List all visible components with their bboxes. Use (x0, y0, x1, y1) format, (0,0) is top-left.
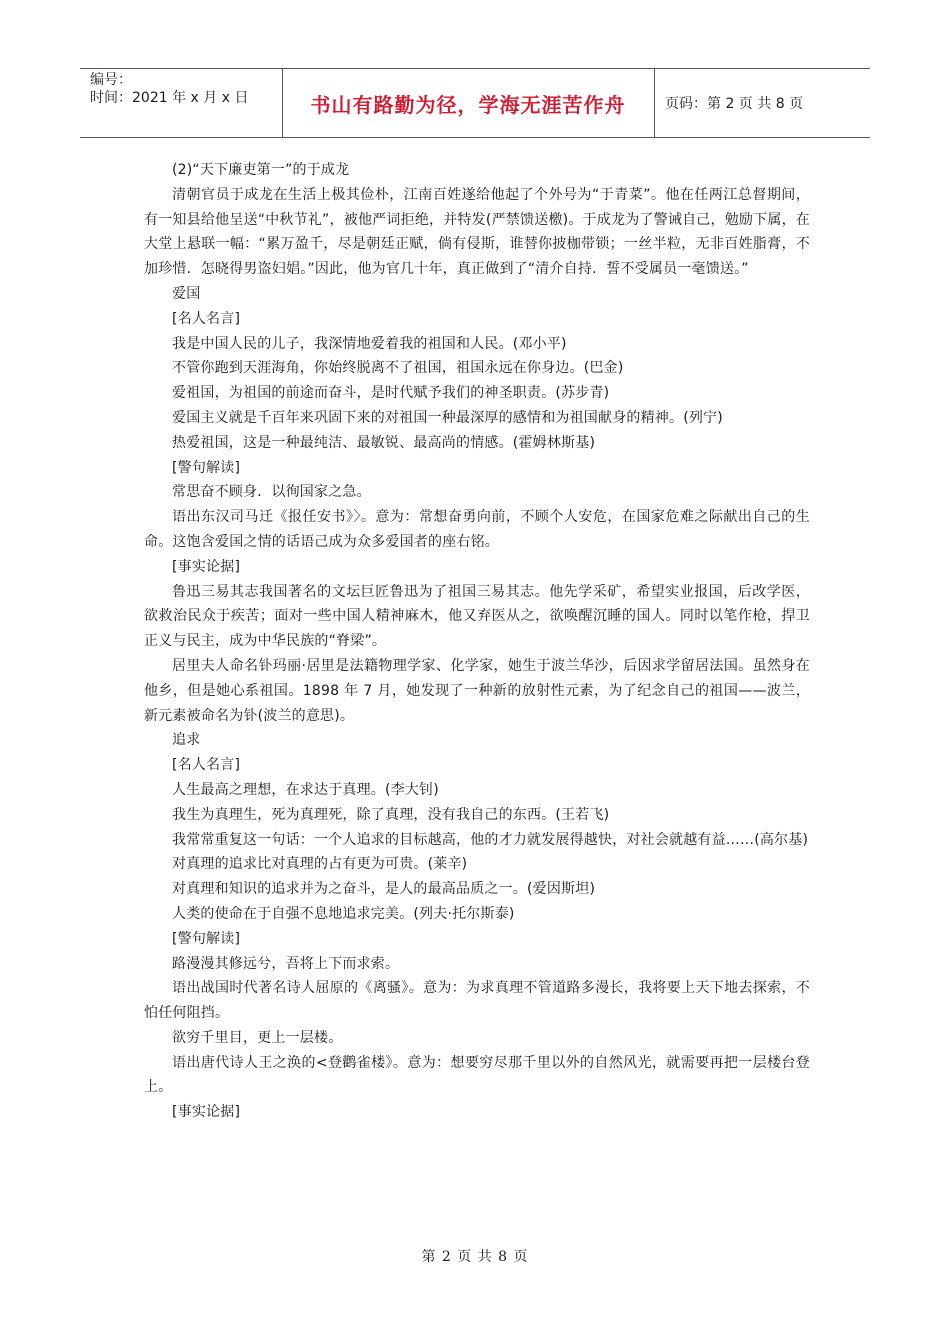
story-paragraph: 居里夫人命名钋玛丽·居里是法籍物理学家、化学家，她生于波兰华沙，后因求学留居法国。虽然身在他乡，但是她心系祖国。1898 年 7 月，她发现了一种新的放射性元素，为了纪念自己的祖国——波兰，新元素被命名为钋(波兰的意思)。 (144, 657, 810, 724)
maxim-explanation: 语出唐代诗人王之涣的<登鹳雀楼》。意为：想要穷尽那千里以外的自然风光，就需要再把一层楼台登上。 (144, 1054, 810, 1096)
header-motto-cell (282, 69, 655, 137)
maxim-explanation: 语出东汉司马迁《报任安书》〉。意为：常想奋勇向前，不顾个人安危，在国家危难之际献出自己的生命。这饱含爱国之情的话语己成为众多爱国者的座右铭。 (144, 509, 810, 550)
quote-line: 爱祖国，为祖国的前途而奋斗，是时代赋予我们的神圣职责。(苏步青) (172, 385, 610, 402)
quote-line: 我常常重复这一句话：一个人追求的目标越高，他的才力就发展得越快，对社会就越有益……(高尔基) (172, 831, 809, 848)
maxim-line: 常思奋不顾身．以徇国家之急。 (172, 484, 371, 501)
section-heading: (2)“天下廉吏第一”的于成龙 (172, 162, 350, 178)
quote-line: 我生为真理生，死为真理死，除了真理，没有我自己的东西。(王若飞) (172, 806, 610, 823)
document-body (144, 158, 810, 1125)
category-label: [警句解读] (172, 459, 241, 476)
header-page-cell (655, 69, 870, 137)
quote-line: 不管你跑到天涯海角，你始终脱离不了祖国，祖国永远在你身边。(巴金) (172, 360, 624, 377)
category-label: [警句解读] (172, 930, 241, 947)
quote-line: 对真理和知识的追求并为之奋斗，是人的最高品质之一。(爱因斯坦) (172, 881, 596, 898)
quote-line: 我是中国人民的儿子，我深情地爱着我的祖国和人民。(邓小平) (172, 335, 567, 352)
category-label: [事实论据] (172, 1104, 241, 1121)
page-footer: 第 2 页 共 8 页 (421, 1249, 529, 1265)
maxim-explanation: 语出战国时代著名诗人屈原的《离骚》。意为：为求真理不管道路多漫长，我将要上天下地去探索，不怕任何阻挡。 (144, 980, 810, 1022)
quote-line: 对真理的追求比对真理的占有更为可贵。(莱辛) (172, 856, 468, 873)
maxim-line: 路漫漫其修远兮，吾将上下而求索。 (172, 955, 400, 972)
header-meta-cell (80, 69, 283, 137)
quote-line: 热爱祖国，这是一种最纯洁、最敏锐、最高尚的情感。(霍姆林斯基) (172, 434, 596, 451)
quote-line: 人生最高之理想，在求达于真理。(李大钊) (172, 781, 439, 798)
header-motto: 书山有路勤为径，学海无涯苦作舟 (310, 92, 626, 117)
topic-heading: 追求 (172, 732, 201, 749)
header-page-info: 页码：第 2 页 共 8 页 (665, 96, 804, 112)
category-label: [事实论据] (172, 558, 241, 575)
story-paragraph: 清朝官员于成龙在生活上极其俭朴，江南百姓遂给他起了个外号为“于青菜”。他在任两江总督期间，有一知县给他呈送“中秋节礼”，被他严词拒绝，并特发(严禁馈送檄)。于成龙为了警诫自己，勉励下属，在大堂上悬联一幅：“累万盈千，尽是朝廷正赋，倘有侵斯，谁替你披枷带锁；一丝半粒，无非百姓脂膏，不加珍惜．怎晓得男盗妇娼。”因此，他为官几十年，真正做到了“清介自持．誓不受属员一毫馈送。” (144, 186, 810, 278)
maxim-line: 欲穷千里目，更上一层楼。 (172, 1029, 343, 1046)
topic-heading: 爱国 (172, 285, 201, 302)
quote-line: 爱国主义就是千百年来巩固下来的对祖国一种最深厚的感情和为祖国献身的精神。(列宁) (172, 409, 723, 426)
page-header (80, 68, 870, 138)
story-paragraph: 鲁迅三易其志我国著名的文坛巨匠鲁迅为了祖国三易其志。他先学采矿，希望实业报国，后改学医，欲救治民众于疾苦；面对一些中国人精神麻木，他又弃医从之，欲唤醒沉睡的国人。同时以笔作枪，捍卫正义与民主，成为中华民族的“脊梁”。 (144, 583, 810, 650)
document-number-label: 编号： (90, 72, 132, 88)
category-label: [名人名言] (172, 757, 241, 774)
document-date-label: 时间：2021 年 x 月 x 日 (90, 90, 249, 106)
quote-line: 人类的使命在于自强不息地追求完美。(列夫·托尔斯泰) (172, 905, 515, 922)
category-label: [名人名言] (172, 310, 241, 327)
